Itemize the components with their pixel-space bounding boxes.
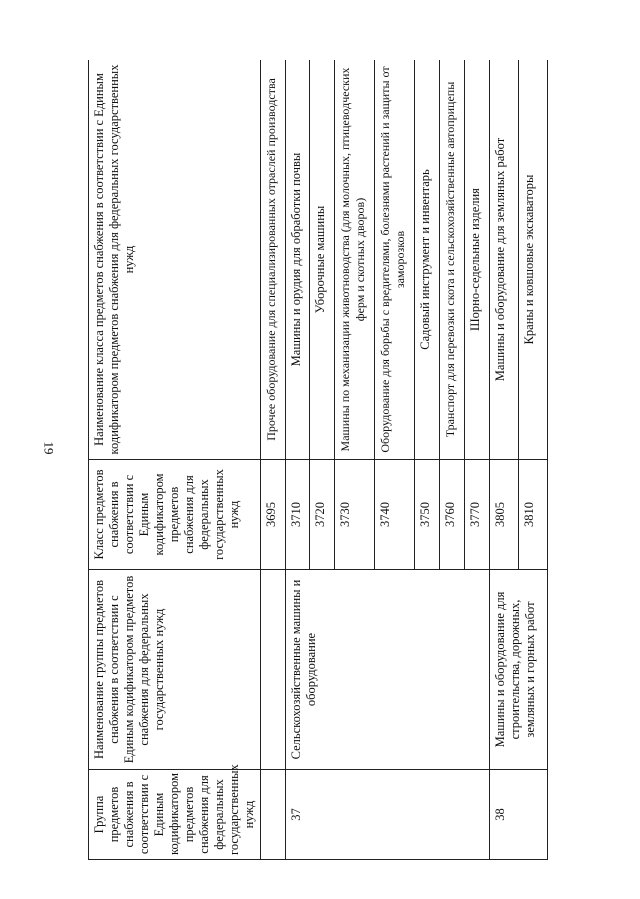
cell-class-name: Краны и ковшовые экскаваторы xyxy=(518,60,547,460)
cell-class-name: Машины и орудия для обработки почвы xyxy=(285,60,310,460)
table-container xyxy=(88,60,548,860)
header-group: Группа предметов снабжения в соответствии с Единым кодификатором предметов снабжения для федеральных государственных нужд xyxy=(89,770,261,860)
header-class-name: Наименование класса предметов снабжения в соответствии с Единым кодификатором предметов снабжения для федеральных государственных нужд xyxy=(89,60,261,460)
cell-class-name: Уборочные машины xyxy=(310,60,335,460)
rotated-table-frame xyxy=(88,60,548,860)
cell-class: 3805 xyxy=(489,460,518,570)
cell-class: 3760 xyxy=(440,460,465,570)
cell-class-name: Шорно-седельные изделия xyxy=(464,60,489,460)
supply-classes-table xyxy=(88,60,548,860)
cell-group-name xyxy=(261,570,286,770)
cell-class-name: Машины по механизации животноводства (для молочных, птицеводческих ферм и скотных дворов) xyxy=(335,60,375,460)
cell-class-name: Прочее оборудование для специализированных отраслей производства xyxy=(261,60,286,460)
table-row xyxy=(285,60,310,860)
table-row xyxy=(261,60,286,860)
table-header-row xyxy=(89,60,261,860)
cell-class: 3720 xyxy=(310,460,335,570)
table-row xyxy=(489,60,518,860)
cell-class: 3695 xyxy=(261,460,286,570)
cell-class: 3710 xyxy=(285,460,310,570)
cell-class-name: Транспорт для перевозки скота и сельскохозяйственные автоприцепы xyxy=(440,60,465,460)
cell-group: 37 xyxy=(285,770,489,860)
cell-group xyxy=(261,770,286,860)
header-class: Класс предметов снабжения в соответствии с Единым кодификатором предметов снабжения для федеральных государственных нужд xyxy=(89,460,261,570)
cell-class-name: Машины и оборудование для земляных работ xyxy=(489,60,518,460)
cell-class: 3810 xyxy=(518,460,547,570)
header-group-name: Наименование группы предметов снабжения в соответствии с Единым кодификатором предметов снабжения для федеральных государственных нужд xyxy=(89,570,261,770)
cell-class-name: Садовый инструмент и инвентарь xyxy=(415,60,440,460)
cell-group-name: Сельскохозяйственные машины и оборудование xyxy=(285,570,489,770)
cell-class: 3770 xyxy=(464,460,489,570)
cell-class: 3740 xyxy=(375,460,415,570)
cell-class-name: Оборудование для борьбы с вредителями, болезнями растений и защиты от заморозков xyxy=(375,60,415,460)
cell-class: 3750 xyxy=(415,460,440,570)
cell-class: 3730 xyxy=(335,460,375,570)
cell-group: 38 xyxy=(489,770,547,860)
cell-group-name: Машины и оборудование для строительства, дорожных, земляных и горных работ xyxy=(489,570,547,770)
page-number: 19 xyxy=(41,441,57,455)
